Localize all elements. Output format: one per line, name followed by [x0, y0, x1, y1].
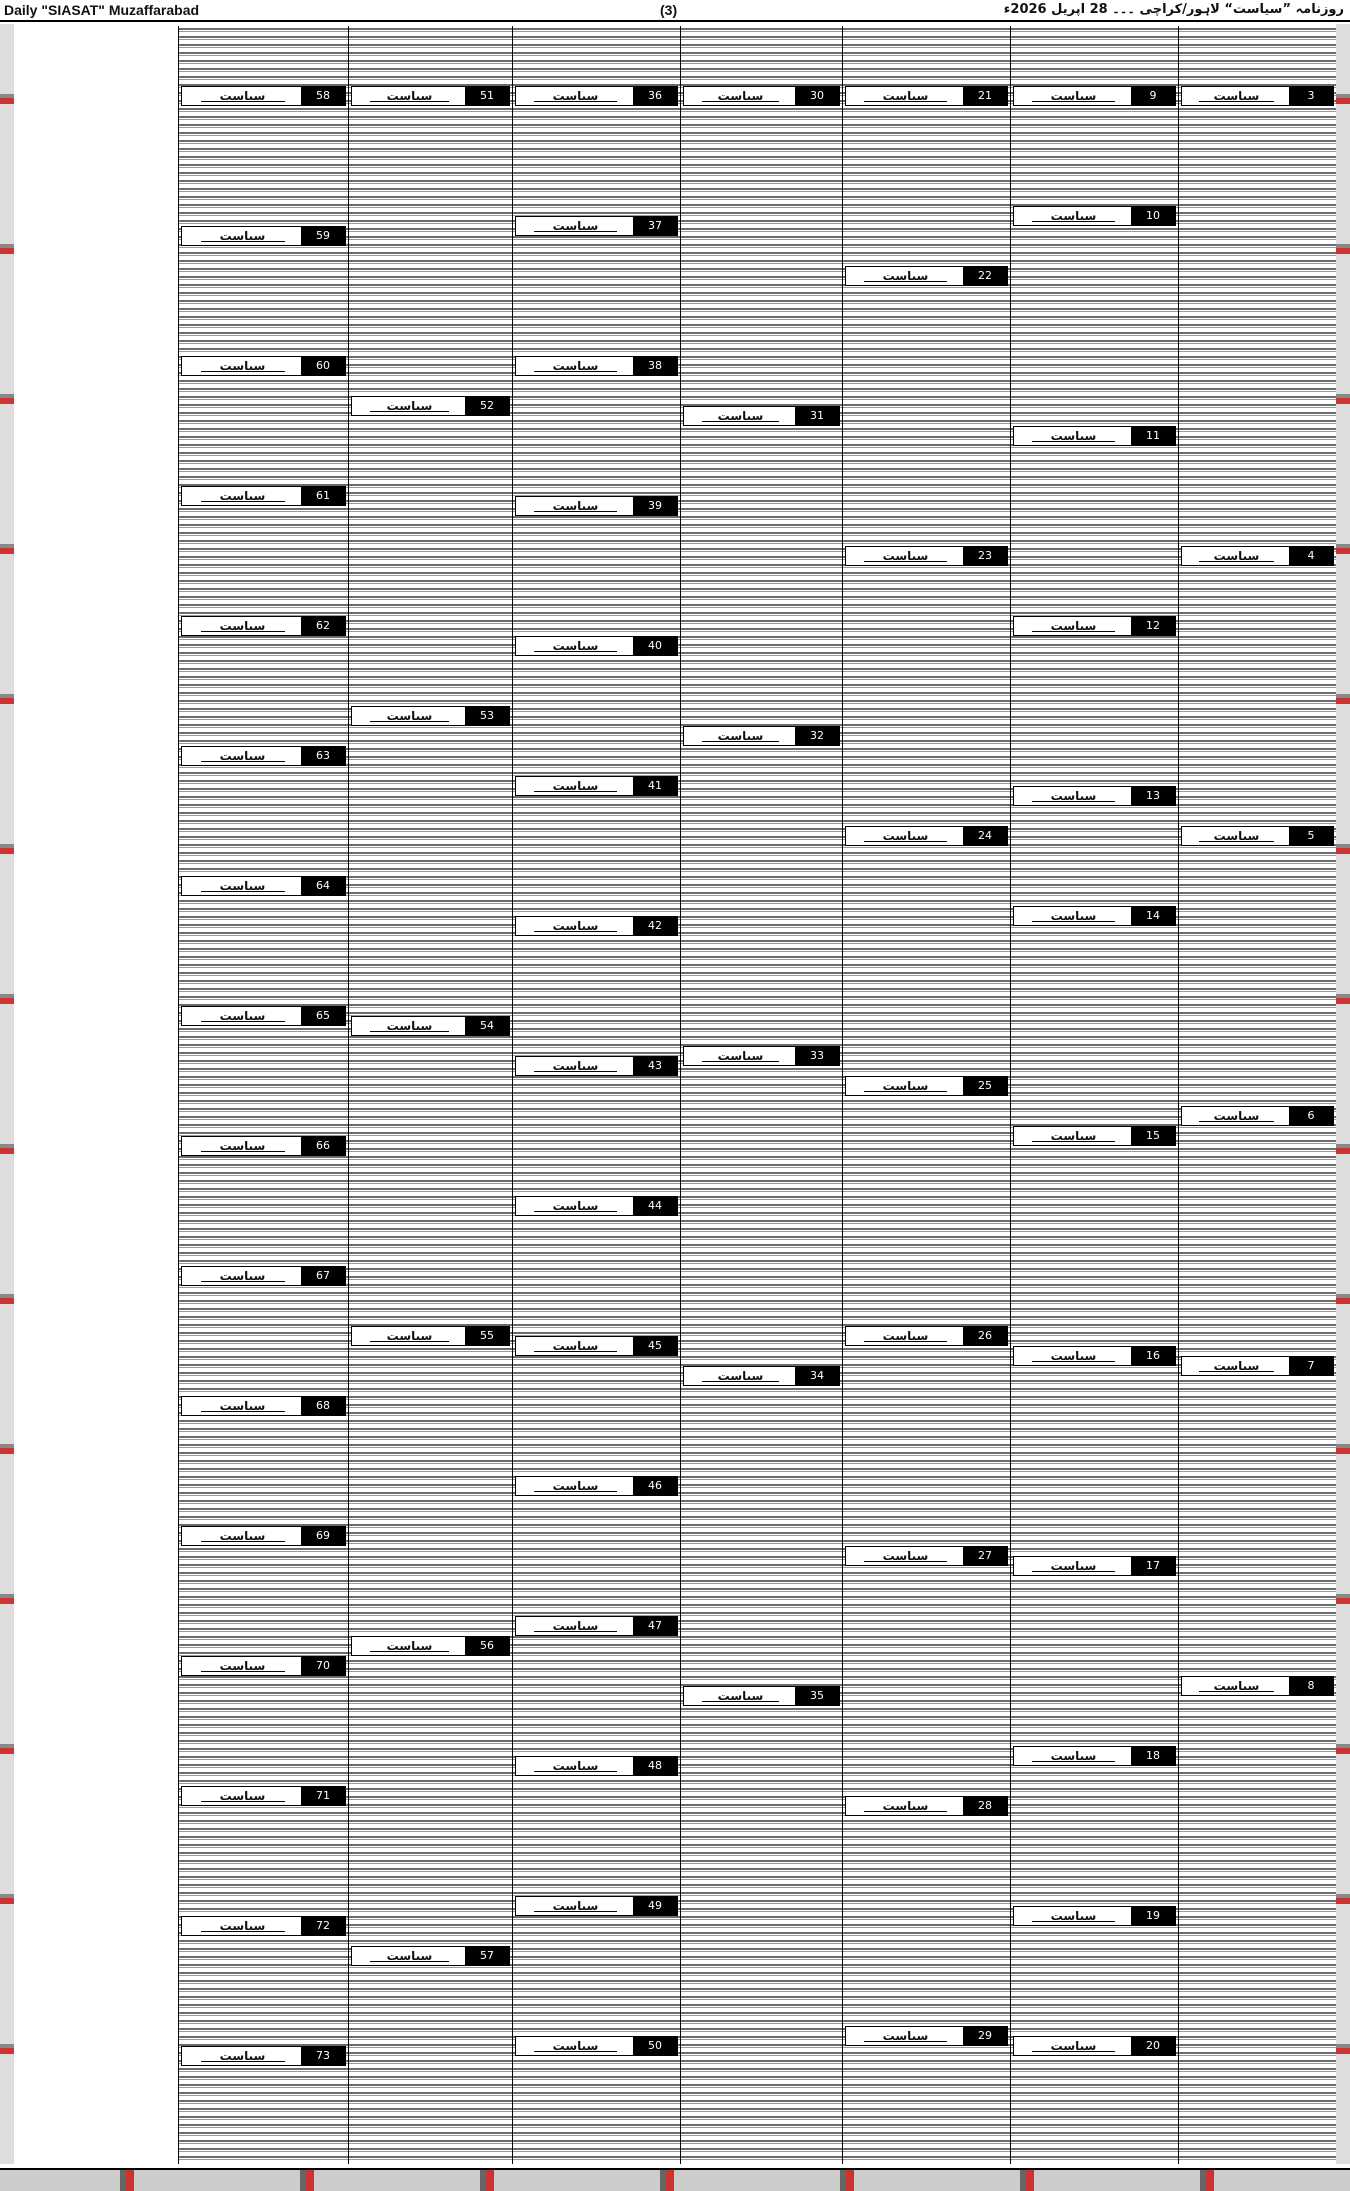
article-heading-box	[1013, 906, 1176, 926]
article-number-tag: 38	[633, 357, 677, 375]
article-heading-box	[1181, 826, 1334, 846]
article-number-tag: 12	[1131, 617, 1175, 635]
article-number-tag: 21	[963, 87, 1007, 105]
article-number-tag: 18	[1131, 1747, 1175, 1765]
paper-name-label: سیاست	[190, 1137, 295, 1155]
article-heading-box	[1181, 86, 1334, 106]
article-heading-box	[845, 1546, 1008, 1566]
paper-name-label: سیاست	[190, 1657, 295, 1675]
article-heading-box	[181, 1396, 346, 1416]
paper-name-label: سیاست	[854, 2027, 957, 2045]
article-number-tag: 27	[963, 1547, 1007, 1565]
article-number-tag: 36	[633, 87, 677, 105]
paper-name-label: سیاست	[524, 1617, 627, 1635]
article-number-tag: 66	[301, 1137, 345, 1155]
article-heading-box	[683, 726, 840, 746]
article-heading-box	[515, 496, 678, 516]
article-number-tag: 24	[963, 827, 1007, 845]
paper-name-label: سیاست	[190, 1397, 295, 1415]
paper-name-label: سیاست	[524, 777, 627, 795]
article-number-tag: 43	[633, 1057, 677, 1075]
article-heading-box	[181, 226, 346, 246]
article-number-tag: 23	[963, 547, 1007, 565]
article-heading-box	[1013, 426, 1176, 446]
article-number-tag: 35	[795, 1687, 839, 1705]
article-number-tag: 25	[963, 1077, 1007, 1095]
article-heading-box	[845, 1076, 1008, 1096]
text-block	[513, 26, 680, 2164]
paper-name-label: سیاست	[692, 1367, 789, 1385]
article-number-tag: 41	[633, 777, 677, 795]
article-number-tag: 17	[1131, 1557, 1175, 1575]
article-heading-box	[845, 546, 1008, 566]
article-number-tag: 7	[1289, 1357, 1333, 1375]
article-heading-box	[181, 486, 346, 506]
paper-name-label: سیاست	[854, 1327, 957, 1345]
paper-name-label: سیاست	[1190, 87, 1283, 105]
article-heading-box	[1013, 86, 1176, 106]
paper-name-label: سیاست	[1022, 1557, 1125, 1575]
article-number-tag: 65	[301, 1007, 345, 1025]
paper-name-label: سیاست	[360, 1947, 459, 1965]
paper-name-label: سیاست	[692, 87, 789, 105]
article-heading-box	[515, 2036, 678, 2056]
article-number-tag: 53	[465, 707, 509, 725]
paper-name-label: سیاست	[1022, 1347, 1125, 1365]
article-heading-box	[683, 1686, 840, 1706]
paper-name-label: سیاست	[1022, 87, 1125, 105]
article-number-tag: 22	[963, 267, 1007, 285]
article-number-tag: 4	[1289, 547, 1333, 565]
article-heading-box	[181, 2046, 346, 2066]
column-2	[1010, 26, 1178, 2164]
article-heading-box	[181, 1006, 346, 1026]
masthead-english-title: Daily "SIASAT" Muzaffarabad	[4, 2, 200, 18]
article-heading-box	[1181, 1356, 1334, 1376]
article-heading-box	[1181, 1676, 1334, 1696]
paper-name-label: سیاست	[360, 707, 459, 725]
article-heading-box	[515, 776, 678, 796]
paper-name-label: سیاست	[854, 1797, 957, 1815]
paper-name-label: سیاست	[1022, 617, 1125, 635]
paper-name-label: سیاست	[524, 2037, 627, 2055]
article-number-tag: 31	[795, 407, 839, 425]
paper-name-label: سیاست	[360, 1327, 459, 1345]
article-heading-box	[845, 86, 1008, 106]
article-heading-box	[1181, 546, 1334, 566]
article-heading-box	[683, 406, 840, 426]
article-number-tag: 47	[633, 1617, 677, 1635]
article-heading-box	[181, 1136, 346, 1156]
article-number-tag: 57	[465, 1947, 509, 1965]
paper-name-label: سیاست	[360, 1637, 459, 1655]
article-number-tag: 62	[301, 617, 345, 635]
paper-name-label: سیاست	[524, 637, 627, 655]
left-border-strip	[0, 24, 14, 2164]
article-number-tag: 46	[633, 1477, 677, 1495]
paper-name-label: سیاست	[692, 1047, 789, 1065]
paper-name-label: سیاست	[524, 1197, 627, 1215]
paper-name-label: سیاست	[524, 1477, 627, 1495]
article-heading-box	[181, 1916, 346, 1936]
text-block	[681, 26, 842, 2164]
paper-name-label: سیاست	[692, 407, 789, 425]
paper-name-label: سیاست	[190, 747, 295, 765]
paper-name-label: سیاست	[1022, 207, 1125, 225]
article-number-tag: 40	[633, 637, 677, 655]
article-number-tag: 34	[795, 1367, 839, 1385]
article-heading-box	[181, 616, 346, 636]
paper-name-label: سیاست	[854, 547, 957, 565]
article-number-tag: 13	[1131, 787, 1175, 805]
article-number-tag: 45	[633, 1337, 677, 1355]
paper-name-label: سیاست	[854, 1077, 957, 1095]
article-heading-box	[181, 1526, 346, 1546]
paper-name-label: سیاست	[190, 1917, 295, 1935]
article-heading-box	[1013, 1746, 1176, 1766]
paper-name-label: سیاست	[190, 487, 295, 505]
article-number-tag: 44	[633, 1197, 677, 1215]
article-number-tag: 69	[301, 1527, 345, 1545]
article-heading-box	[515, 1616, 678, 1636]
paper-name-label: سیاست	[854, 1547, 957, 1565]
paper-name-label: سیاست	[524, 1757, 627, 1775]
article-number-tag: 60	[301, 357, 345, 375]
article-heading-box	[845, 2026, 1008, 2046]
column-7	[178, 26, 348, 2164]
article-number-tag: 48	[633, 1757, 677, 1775]
article-number-tag: 61	[301, 487, 345, 505]
article-heading-box	[1181, 1106, 1334, 1126]
paper-name-label: سیاست	[190, 617, 295, 635]
text-block	[1011, 26, 1178, 2164]
masthead-urdu-title: روزنامہ ”سیاست“ لاہور/کراچی ۔۔۔ 28 اپریل 2026ء	[1003, 2, 1344, 17]
article-number-tag: 55	[465, 1327, 509, 1345]
article-number-tag: 5	[1289, 827, 1333, 845]
paper-name-label: سیاست	[360, 1017, 459, 1035]
article-heading-box	[1013, 1556, 1176, 1576]
article-heading-box	[181, 356, 346, 376]
article-heading-box	[1013, 786, 1176, 806]
article-number-tag: 50	[633, 2037, 677, 2055]
article-number-tag: 42	[633, 917, 677, 935]
article-number-tag: 8	[1289, 1677, 1333, 1695]
page-number: (3)	[660, 2, 678, 18]
paper-name-label: سیاست	[692, 727, 789, 745]
paper-name-label: سیاست	[524, 1057, 627, 1075]
article-heading-box	[1013, 1906, 1176, 1926]
article-heading-box	[515, 636, 678, 656]
paper-name-label: سیاست	[1022, 787, 1125, 805]
article-number-tag: 20	[1131, 2037, 1175, 2055]
article-number-tag: 70	[301, 1657, 345, 1675]
paper-name-label: سیاست	[190, 227, 295, 245]
article-heading-box	[515, 86, 678, 106]
article-number-tag: 28	[963, 1797, 1007, 1815]
article-number-tag: 16	[1131, 1347, 1175, 1365]
paper-name-label: سیاست	[1022, 427, 1125, 445]
article-heading-box	[515, 1756, 678, 1776]
article-number-tag: 30	[795, 87, 839, 105]
article-number-tag: 37	[633, 217, 677, 235]
article-heading-box	[181, 86, 346, 106]
paper-name-label: سیاست	[190, 1787, 295, 1805]
article-heading-box	[351, 1016, 510, 1036]
text-block	[179, 26, 348, 2164]
article-number-tag: 56	[465, 1637, 509, 1655]
article-number-tag: 72	[301, 1917, 345, 1935]
article-heading-box	[845, 826, 1008, 846]
article-heading-box	[683, 1046, 840, 1066]
article-heading-box	[683, 86, 840, 106]
article-heading-box	[515, 356, 678, 376]
article-heading-box	[683, 1366, 840, 1386]
paper-name-label: سیاست	[190, 2047, 295, 2065]
paper-name-label: سیاست	[190, 357, 295, 375]
article-heading-box	[351, 706, 510, 726]
article-number-tag: 39	[633, 497, 677, 515]
paper-name-label: سیاست	[190, 1527, 295, 1545]
article-number-tag: 9	[1131, 87, 1175, 105]
article-heading-box	[181, 876, 346, 896]
article-number-tag: 33	[795, 1047, 839, 1065]
paper-name-label: سیاست	[1190, 1107, 1283, 1125]
article-heading-box	[1013, 206, 1176, 226]
paper-name-label: سیاست	[524, 217, 627, 235]
paper-name-label: سیاست	[1190, 1677, 1283, 1695]
article-heading-box	[1013, 616, 1176, 636]
article-heading-box	[181, 746, 346, 766]
article-heading-box	[515, 1196, 678, 1216]
paper-name-label: سیاست	[524, 497, 627, 515]
article-heading-box	[515, 1336, 678, 1356]
article-heading-box	[351, 1946, 510, 1966]
article-number-tag: 52	[465, 397, 509, 415]
article-number-tag: 71	[301, 1787, 345, 1805]
article-heading-box	[845, 1326, 1008, 1346]
paper-name-label: سیاست	[1022, 1127, 1125, 1145]
article-number-tag: 63	[301, 747, 345, 765]
paper-name-label: سیاست	[854, 267, 957, 285]
masthead	[0, 0, 1350, 22]
paper-name-label: سیاست	[1190, 827, 1283, 845]
article-number-tag: 26	[963, 1327, 1007, 1345]
article-number-tag: 3	[1289, 87, 1333, 105]
paper-name-label: سیاست	[524, 357, 627, 375]
right-border-strip	[1336, 24, 1350, 2164]
article-heading-box	[845, 266, 1008, 286]
column-5	[512, 26, 680, 2164]
paper-name-label: سیاست	[190, 87, 295, 105]
article-heading-box	[515, 1056, 678, 1076]
article-heading-box	[181, 1266, 346, 1286]
article-heading-box	[515, 916, 678, 936]
column-1	[1178, 26, 1336, 2164]
paper-name-label: سیاست	[1022, 1907, 1125, 1925]
article-heading-box	[351, 86, 510, 106]
footer-border-strip	[0, 2168, 1350, 2191]
article-heading-box	[181, 1786, 346, 1806]
article-heading-box	[1013, 2036, 1176, 2056]
paper-name-label: سیاست	[854, 87, 957, 105]
article-number-tag: 49	[633, 1897, 677, 1915]
column-4	[680, 26, 842, 2164]
article-number-tag: 6	[1289, 1107, 1333, 1125]
article-number-tag: 19	[1131, 1907, 1175, 1925]
article-number-tag: 11	[1131, 427, 1175, 445]
paper-name-label: سیاست	[524, 1337, 627, 1355]
article-heading-box	[181, 1656, 346, 1676]
article-heading-box	[351, 1326, 510, 1346]
article-heading-box	[515, 1896, 678, 1916]
paper-name-label: سیاست	[360, 87, 459, 105]
paper-name-label: سیاست	[1190, 1357, 1283, 1375]
article-number-tag: 15	[1131, 1127, 1175, 1145]
text-block	[349, 26, 512, 2164]
paper-name-label: سیاست	[190, 1267, 295, 1285]
article-heading-box	[515, 216, 678, 236]
paper-name-label: سیاست	[524, 917, 627, 935]
article-number-tag: 54	[465, 1017, 509, 1035]
article-number-tag: 73	[301, 2047, 345, 2065]
article-heading-box	[1013, 1126, 1176, 1146]
paper-name-label: سیاست	[854, 827, 957, 845]
text-block	[1179, 26, 1336, 2164]
paper-name-label: سیاست	[1022, 907, 1125, 925]
paper-name-label: سیاست	[1022, 1747, 1125, 1765]
article-heading-box	[1013, 1346, 1176, 1366]
article-number-tag: 68	[301, 1397, 345, 1415]
article-number-tag: 14	[1131, 907, 1175, 925]
article-heading-box	[515, 1476, 678, 1496]
article-number-tag: 29	[963, 2027, 1007, 2045]
paper-name-label: سیاست	[190, 1007, 295, 1025]
column-3	[842, 26, 1010, 2164]
article-heading-box	[351, 1636, 510, 1656]
paper-name-label: سیاست	[1022, 2037, 1125, 2055]
article-number-tag: 32	[795, 727, 839, 745]
article-heading-box	[845, 1796, 1008, 1816]
article-number-tag: 67	[301, 1267, 345, 1285]
article-number-tag: 51	[465, 87, 509, 105]
paper-name-label: سیاست	[1190, 547, 1283, 565]
article-number-tag: 59	[301, 227, 345, 245]
article-heading-box	[351, 396, 510, 416]
paper-name-label: سیاست	[190, 877, 295, 895]
paper-name-label: سیاست	[360, 397, 459, 415]
article-number-tag: 58	[301, 87, 345, 105]
paper-name-label: سیاست	[692, 1687, 789, 1705]
paper-name-label: سیاست	[524, 87, 627, 105]
article-number-tag: 64	[301, 877, 345, 895]
article-number-tag: 10	[1131, 207, 1175, 225]
column-6	[348, 26, 512, 2164]
paper-name-label: سیاست	[524, 1897, 627, 1915]
